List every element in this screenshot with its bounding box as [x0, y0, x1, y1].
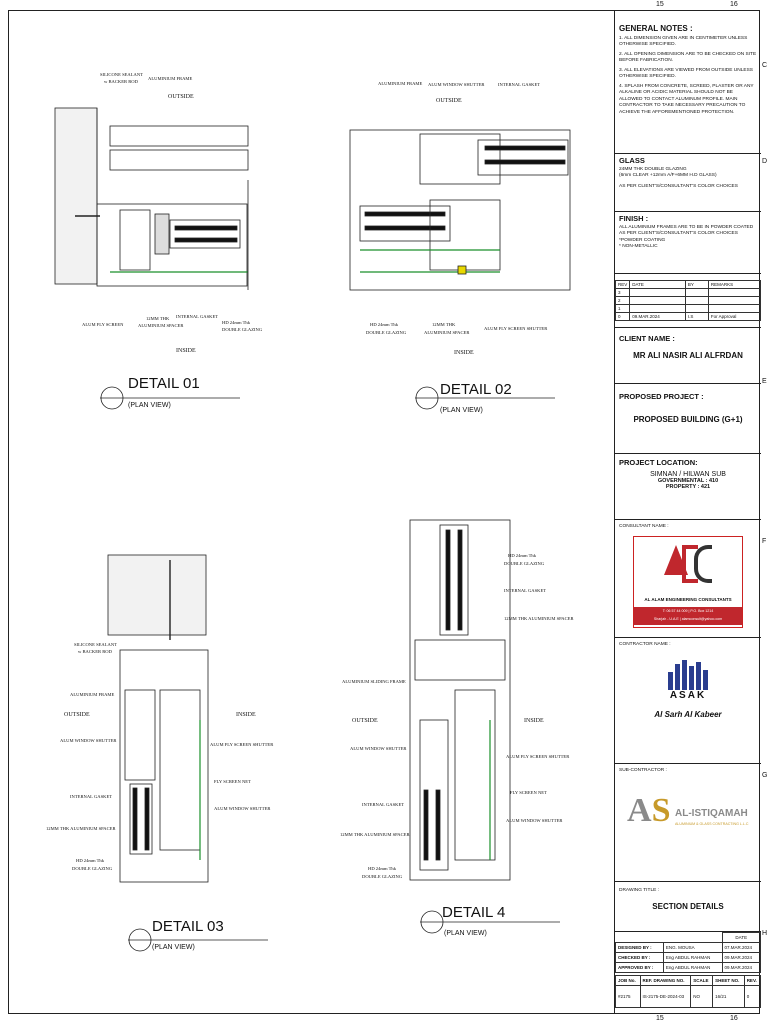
rev-cell: 2 — [616, 297, 630, 305]
label-hd24: HD 24mm Thk — [508, 553, 536, 558]
subcontractor-sub: ALUMINIUM & GLASS CONTRACTING L.L.C — [675, 822, 749, 827]
label-fly-screen-shutter: ALUM FLY SCREEN SHUTTER — [506, 754, 570, 759]
rev-cell — [630, 289, 686, 297]
label-window-shutter: ALUM WINDOW SHUTTER — [350, 746, 407, 751]
label-fly-screen-net: FLY SCREEN NET — [214, 779, 251, 784]
label-dbl: DOUBLE GLAZING — [362, 874, 403, 879]
label-int-gasket: INTERNAL GASKET — [498, 82, 541, 87]
rev-header: BY — [685, 281, 708, 289]
location-title: PROJECT LOCATION: — [619, 458, 698, 467]
rev-cell — [685, 297, 708, 305]
label-window-shutter: ALUM WINDOW SHUTTER — [60, 738, 117, 743]
glass-line: 24MM THK DOUBLE GLAZING — [619, 167, 687, 172]
finish-line: *POWDER COATING — [619, 237, 666, 243]
glass-line: (6mm CLEAR +12mm A/F+6MM H.D GLASS) — [619, 173, 717, 179]
label-inside: INSIDE — [176, 348, 196, 354]
label-alum-frame: ALUMINIUM FRAME — [148, 76, 193, 81]
note-3: 3. ALL ELEVATIONS ARE VIEWED FROM OUTSIDE UNLESS OTHERWISE SPECIFIED. — [619, 67, 753, 80]
finish-line: ALL ALUMINIUM FRAMES ARE TO BE IN POWDER COATED — [619, 225, 754, 230]
detail-4-title: DETAIL 4 — [442, 904, 506, 921]
signoff-person: ENG. MOUSA — [663, 943, 722, 953]
date-header: DATE — [722, 933, 761, 943]
label-window-shutter: ALUM WINDOW SHUTTER — [428, 82, 485, 87]
signoff-role: CHECKED BY : — [616, 953, 664, 963]
label-window-shutter-2: ALUM WINDOW SHUTTER — [506, 818, 563, 823]
job-value: 0 — [744, 986, 760, 1008]
side-letter: G — [762, 772, 768, 779]
detail-02-drawing — [350, 130, 570, 290]
signoff-row — [616, 963, 761, 973]
job-value: NO — [691, 986, 713, 1008]
side-letter: F — [762, 538, 767, 545]
consultant-section — [615, 520, 761, 638]
job-header-row — [616, 976, 761, 986]
label-dbl: DOUBLE GLAZING — [366, 330, 407, 335]
job-header: SHEET NO. — [713, 976, 745, 986]
subcontractor-section — [615, 764, 761, 882]
glass-section — [615, 154, 761, 212]
drawing-title-section — [615, 882, 761, 932]
grid-number-top-left: 15 — [656, 1, 664, 8]
label-dbl: DOUBLE GLAZING — [72, 866, 113, 871]
location-section — [615, 454, 761, 520]
finish-section — [615, 212, 761, 274]
label-fly-screen: ALUM FLY SCREEN — [82, 322, 124, 327]
rev-cell — [685, 289, 708, 297]
job-value: 16/21 — [713, 986, 745, 1008]
rev-cell: 09.MAR.2024 — [630, 313, 686, 321]
job-header: REV. — [744, 976, 760, 986]
general-notes-section — [615, 10, 761, 154]
label-int-gasket: INTERNAL GASKET — [176, 314, 219, 319]
client-section — [615, 328, 761, 384]
label-silicone: SILICONE SEALANT — [100, 72, 143, 77]
finish-line: * NON-METALLIC — [619, 244, 658, 250]
rev-cell — [708, 305, 760, 313]
consultant-logo — [633, 536, 743, 628]
side-letter: E — [762, 378, 767, 385]
label-alum-frame: ALUMINIUM FRAME — [70, 692, 115, 697]
revision-header-row — [616, 281, 761, 289]
label-inside: INSIDE — [236, 712, 256, 718]
signoff-row — [616, 953, 761, 963]
grid-number-bottom-left: 15 — [656, 1015, 664, 1022]
detail-03-drawing — [108, 555, 208, 882]
label-dbl: DOUBLE GLAZING — [222, 327, 263, 332]
label-hd24: HD 24mm Thk — [370, 322, 398, 327]
signoff-person: Eng ABDUL RAHMAN — [663, 953, 722, 963]
label-12mm-spacer: 12MM THK ALUMINIUM SPACER — [46, 826, 116, 831]
contractor-name: ASAK — [669, 690, 707, 702]
signoff-table — [615, 932, 761, 973]
project-title: PROPOSED PROJECT : — [619, 392, 704, 401]
rev-cell — [630, 305, 686, 313]
rev-cell: 3 — [616, 289, 630, 297]
label-inside: INSIDE — [454, 350, 474, 356]
consultant-contact-2: Sharjah - U.A.E | alamconsult@yahoo.com — [653, 617, 723, 622]
signoff-role: APPROVED BY : — [616, 963, 664, 973]
contractor-title: CONTRACTOR NAME : — [619, 642, 671, 647]
project-section — [615, 384, 761, 454]
signoff-role: DESIGNED BY : — [616, 943, 664, 953]
label-spacer: ALUMINIUM SPACER — [138, 323, 184, 328]
detail-4-drawing — [410, 520, 510, 880]
revision-row — [616, 297, 761, 305]
drawing-title-label: DRAWING TITLE : — [619, 888, 659, 893]
location-line: GOVERNMENTAL : 410 — [657, 478, 719, 484]
grid-number-top-right: 16 — [730, 1, 738, 8]
job-value-row — [616, 986, 761, 1008]
rev-cell — [708, 297, 760, 305]
label-12mm-spacer: 12MM THK ALUMINIUM SPACER — [504, 616, 574, 621]
note-1: 1. ALL DIMENSION GIVEN ARE IN CENTIMETER UNLESS OTHERWISE SPECIFIED. — [619, 36, 748, 48]
label-backer: w BACKER ROD — [78, 649, 112, 654]
label-hd24: HD 24mm Thk — [222, 320, 250, 325]
label-outside: OUTSIDE — [64, 712, 90, 718]
label-silicone: SILICONE SEALANT — [74, 642, 117, 647]
rev-cell: For Approval — [708, 313, 760, 321]
rev-cell: I.S — [685, 313, 708, 321]
rev-header: DATE — [630, 281, 686, 289]
job-value: #2175 — [616, 986, 641, 1008]
grid-number-bottom-right: 16 — [730, 1015, 738, 1022]
revision-row — [616, 305, 761, 313]
signoff-row — [616, 943, 761, 953]
detail-01-title: DETAIL 01 — [128, 375, 200, 392]
ais-mark-icon: AS — [627, 792, 671, 830]
label-outside: OUTSIDE — [352, 718, 378, 724]
glass-title: GLASS — [619, 156, 645, 165]
revision-table — [615, 280, 761, 321]
date-header-row — [616, 933, 761, 943]
contractor-section — [615, 638, 761, 764]
detail-4-subtitle: (PLAN VIEW) — [444, 930, 487, 937]
location-line: SIMNAN / HILWAN SUB — [650, 471, 726, 478]
rev-cell — [685, 305, 708, 313]
note-4: 4. SPLASH FROM CONCRETE, SCREED, PLASTER OR ANY ALKALINE OR ACIDIC MATERIAL SHOULD NOT BE ALLOWED TO CONTACT ALUMINUM PROFILE. MAIN CONTRACTOR TO TAKE NECESSARY PRECAUTION TO ACHIEVE THE AFFOREMENTIONED PROTECTION. — [619, 83, 754, 115]
label-window-shutter-2: ALUM WINDOW SHUTTER — [214, 806, 271, 811]
side-letter: C — [762, 62, 768, 69]
aec-mark-icon — [664, 545, 710, 579]
client-title: CLIENT NAME : — [619, 334, 675, 343]
client-name: MR ALI NASIR ALI ALFRDAN — [633, 351, 743, 360]
label-spacer: ALUMINIUM SPACER — [424, 330, 470, 335]
finish-line: AS PER CLIENT'S/CONSULTANT'S COLOR CHOICES — [619, 231, 738, 237]
drawing-title-value: SECTION DETAILS — [652, 902, 724, 912]
detail-03-subtitle: (PLAN VIEW) — [152, 944, 195, 951]
contractor-sub: Al Sarh Al Kabeer — [654, 710, 722, 720]
rev-cell: 1 — [616, 305, 630, 313]
job-value: IS-2175-DE-2024-03 — [640, 986, 691, 1008]
label-outside: OUTSIDE — [168, 94, 194, 100]
revision-row — [616, 289, 761, 297]
job-table — [615, 975, 761, 1008]
revision-section — [615, 274, 761, 328]
glass-line: AS PER CLIENT'S/CONSULTANT'S COLOR CHOICES — [619, 183, 738, 189]
label-hd24: HD 24mm Thk — [368, 866, 396, 871]
label-outside: OUTSIDE — [436, 98, 462, 104]
label-hd24: HD 24mm Thk — [76, 858, 104, 863]
signoff-person: Eng ABDUL RAHMAN — [663, 963, 722, 973]
label-sliding-frame: ALUMINIUM SLIDING FRAME — [342, 679, 406, 684]
job-header: JOB No. — [616, 976, 641, 986]
job-header: SCALE — [691, 976, 713, 986]
side-letter: D — [762, 158, 768, 165]
label-dbl: DOUBLE GLAZING — [504, 561, 545, 566]
rev-cell — [708, 289, 760, 297]
signoff-date: 07.MAR.2024 — [722, 943, 761, 953]
detail-02-title: DETAIL 02 — [440, 381, 512, 398]
detail-01-drawing — [55, 108, 248, 290]
label-12mm: 12MM THK — [432, 322, 456, 327]
side-letter: H — [762, 930, 768, 937]
signoff-date: 09.MAR.2024 — [722, 953, 761, 963]
job-header: REF. DRAWING NO. — [640, 976, 691, 986]
consultant-contact: T: 06 57 44 009 | P.O. Box 1214 — [662, 609, 714, 614]
detail-03-title: DETAIL 03 — [152, 918, 224, 935]
label-fly-screen-shutter: ALUM FLY SCREEN SHUTTER — [484, 326, 548, 331]
building-icon — [668, 660, 712, 690]
signoff-section — [615, 932, 761, 1008]
revision-row — [616, 313, 761, 321]
consultant-name: AL ALAM ENGINEERING CONSULTANTS — [644, 597, 732, 603]
consultant-title: CONSULTANT NAME : — [619, 524, 669, 529]
label-fly-screen-shutter: ALUM FLY SCREEN SHUTTER — [210, 742, 274, 747]
rev-header: REV — [616, 281, 630, 289]
general-notes-title: GENERAL NOTES : — [619, 24, 693, 33]
label-backer: w BACKER ROD — [104, 79, 138, 84]
detail-02-subtitle: (PLAN VIEW) — [440, 407, 483, 414]
location-line: PROPERTY : 421 — [665, 484, 711, 490]
subcontractor-name: AL-ISTIQAMAH — [675, 808, 748, 820]
label-12mm: 12MM THK — [146, 316, 170, 321]
consultant-contact-bar — [634, 607, 742, 625]
title-block — [614, 10, 760, 1014]
note-2: 2. ALL OPENING DIMENSION ARE TO BE CHECKED ON SITE BEFORE FABRICATION. — [619, 51, 757, 64]
label-int-gasket: INTERNAL GASKET — [362, 802, 405, 807]
label-fly-screen-net: FLY SCREEN NET — [510, 790, 547, 795]
rev-cell — [630, 297, 686, 305]
subcontractor-logo — [623, 784, 753, 864]
label-int-gasket: INTERNAL GASKET — [504, 588, 547, 593]
finish-title: FINISH : — [619, 214, 649, 223]
label-alum-frame: ALUMINIUM FRAME — [378, 81, 423, 86]
subcontractor-title: SUB-CONTRACTOR : — [619, 768, 667, 773]
rev-header: REMARKS — [708, 281, 760, 289]
contractor-logo — [638, 654, 738, 744]
label-int-gasket: INTERNAL GASKET — [70, 794, 113, 799]
label-12mm-spacer: 12MM THK ALUMINIUM SPACER — [340, 832, 410, 837]
label-inside: INSIDE — [524, 718, 544, 724]
detail-01-subtitle: (PLAN VIEW) — [128, 402, 171, 409]
signoff-date: 09.MAR.2024 — [722, 963, 761, 973]
project-name: PROPOSED BUILDING (G+1) — [633, 415, 743, 424]
rev-cell: 0 — [616, 313, 630, 321]
